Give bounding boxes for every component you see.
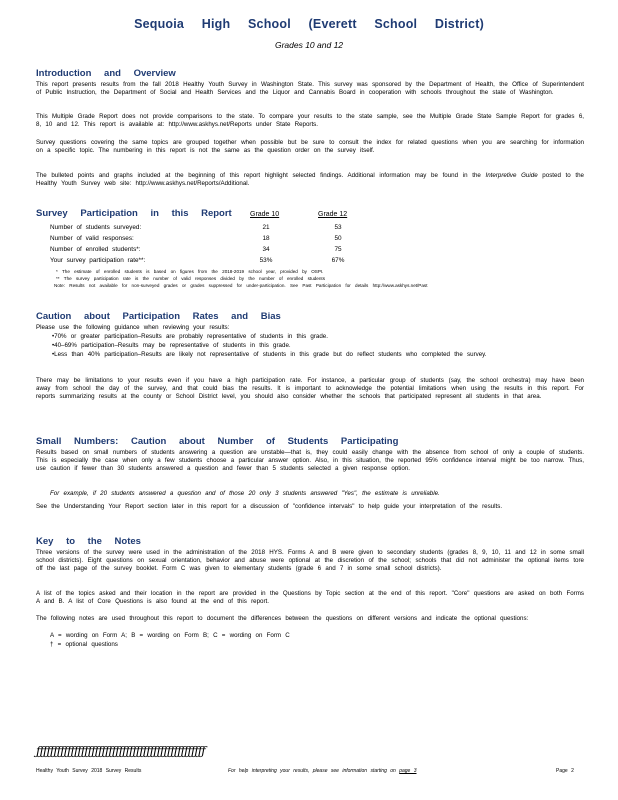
footer-page-number: Page 2: [556, 768, 574, 774]
caution-bullet-1: •70% or greater participation–Results are probably representative of students in this grade.: [52, 333, 328, 340]
caution-paragraph: There may be limitations to your results even if you have a high participation rate. For instance, a particular group of students (say, the school orchestra) may have been away from school the day of the survey, and that could bias the results. It is important to acknowledge the potential limitations when using the results in this report. For reports summarizing results at the county or School District level, you should also consider whether the schools that participated represent all students in that area.: [36, 377, 584, 400]
row-surveyed-g12: 53: [334, 224, 342, 231]
key-note-optional: † = optional questions: [50, 641, 118, 648]
row-enrolled-g12: 75: [334, 246, 342, 253]
key-paragraph-1: Three versions of the survey were used in the administration of the 2018 HYS. Forms A and B were given to secondary students (grades 8, 9, 10, 11 and 12 in some small school districts). Eight questions on sexual orientation, behavior and abuse were optional at the discretion of the school; schools that did not administer the optional items tore off the last page of the survey booklet. Form C was given to elementary students (grade 6 and 7 in some small school districts).: [36, 549, 584, 572]
small-numbers-see-also: See the Understanding Your Report section later in this report for a discussion of "confidence intervals" to help guide your interpretation of the results.: [36, 503, 503, 510]
row-rate-g12: 67%: [331, 257, 345, 264]
intro-paragraph-4: The bulleted points and graphs included at the beginning of this report highlight selected findings. Additional information may be found in the Interpretive Guide posted to the Healthy Youth Survey web site: http://www.askhys.net/Reports/Additional.: [36, 172, 584, 187]
intro-heading: Introduction and Overview: [36, 68, 176, 79]
key-paragraph-3: The following notes are used throughout this report to document the differences between the questions on different versions and indicate the optional questions:: [36, 615, 529, 622]
row-rate-label: Your survey participation rate**:: [50, 257, 146, 264]
key-heading: Key to the Notes: [36, 536, 141, 547]
intro-paragraph-3: Survey questions covering the same topics are grouped together when possible but be sure to consult the index for related questions when you are searching for information on a specific topic. The numbering in this report is not the same as the question order on the survey itself.: [36, 139, 584, 154]
small-numbers-example: For example, if 20 students answered a question and of those 20 only 3 students answered "Yes", the estimate is unreliable.: [50, 490, 440, 497]
caution-intro: Please use the following guidance when reviewing your results:: [36, 324, 230, 331]
key-note-forms: A = wording on Form A; B = wording on Form B; C = wording on Form C: [50, 632, 290, 639]
footer-page-link[interactable]: page 3: [399, 768, 417, 774]
row-valid-g10: 18: [262, 235, 270, 242]
row-valid-label: Number of valid responses:: [50, 235, 134, 242]
row-enrolled-label: Number of enrolled students*:: [50, 246, 141, 253]
footer-left: Healthy Youth Survey 2018 Survey Results: [36, 768, 142, 774]
report-subtitle: Grades 10 and 12: [274, 40, 344, 50]
small-numbers-paragraph: Results based on small numbers of students answering a question are unstable—that is, they could easily change with the absence from school of only a couple of students. This is especially the case when only a few students choose a particular answer option. Also, in this situation, the reported 95% confidence interval might be too narrow. Thus, use caution if fewer than 30 students answered a question and fewer than 5 students selected a given response option.: [36, 449, 584, 472]
participation-heading: Survey Participation in this Report: [36, 208, 232, 219]
key-paragraph-2: A list of the topics asked and their location in the report are provided in the Questions by Topic section at the end of this report. "Core" questions are asked on both Forms A and B. A list of Core Questions is also found at the end of this report.: [36, 590, 584, 605]
grade-12-header: Grade 12: [318, 211, 348, 218]
note-availability: Note: Results not available for non-surveyed grades or grades suppressed for under-participation. See Past Participation for details http://www.askhys.net/Past: [54, 283, 428, 288]
report-title: Sequoia High School (Everett School District): [134, 17, 484, 31]
intro-paragraph-1: This report presents results from the fall 2018 Healthy Youth Survey in Washington State. This survey was sponsored by the Department of Health, the Office of Superintendent of Public Instruction, the Department of Social and Health Services and the Liquor and Cannabis Board in cooperation with schools throughout the state of Washington.: [36, 81, 584, 96]
grade-10-header: Grade 10: [250, 211, 280, 218]
intro-paragraph-2: This Multiple Grade Report does not provide comparisons to the state. To compare your results to the state sample, see the Multiple Grade State Sample Report for grades 6, 8, 10 and 12. This report is available at: http://www.askhys.net/Reports under State Reports.: [36, 113, 584, 128]
row-surveyed-label: Number of students surveyed:: [50, 224, 142, 231]
row-rate-g10: 53%: [259, 257, 273, 264]
row-valid-g12: 50: [334, 235, 342, 242]
note-enrolled: * The estimate of enrolled students is based on figures from the 2018-2019 school year, provided by OSPI.: [56, 269, 324, 274]
caution-bullet-3: •Less than 40% participation–Results are likely not representative of students in this grade but do reflect students who completed the survey.: [52, 351, 487, 358]
note-rate: ** The survey participation rate is the number of valid responses divided by the number of enrolled students: [56, 276, 325, 281]
row-enrolled-g10: 34: [262, 246, 270, 253]
row-surveyed-g10: 21: [262, 224, 270, 231]
footer-decoration: ƒƒƒƒƒƒƒƒƒƒƒƒƒƒƒƒƒƒƒƒƒƒƒƒƒƒƒƒƒƒƒƒƒƒƒƒƒƒƒƒƒƒƒƒƒƒƒƒƒ: [36, 744, 205, 758]
caution-heading: Caution about Participation Rates and Bias: [36, 311, 281, 322]
caution-bullet-2: •40–69% participation–Results may be representative of students in this grade.: [52, 342, 291, 349]
footer-help-text: For help interpreting your results, please see information starting on page 3: [228, 768, 417, 774]
small-numbers-heading: Small Numbers: Caution about Number of Students Participating: [36, 436, 399, 447]
